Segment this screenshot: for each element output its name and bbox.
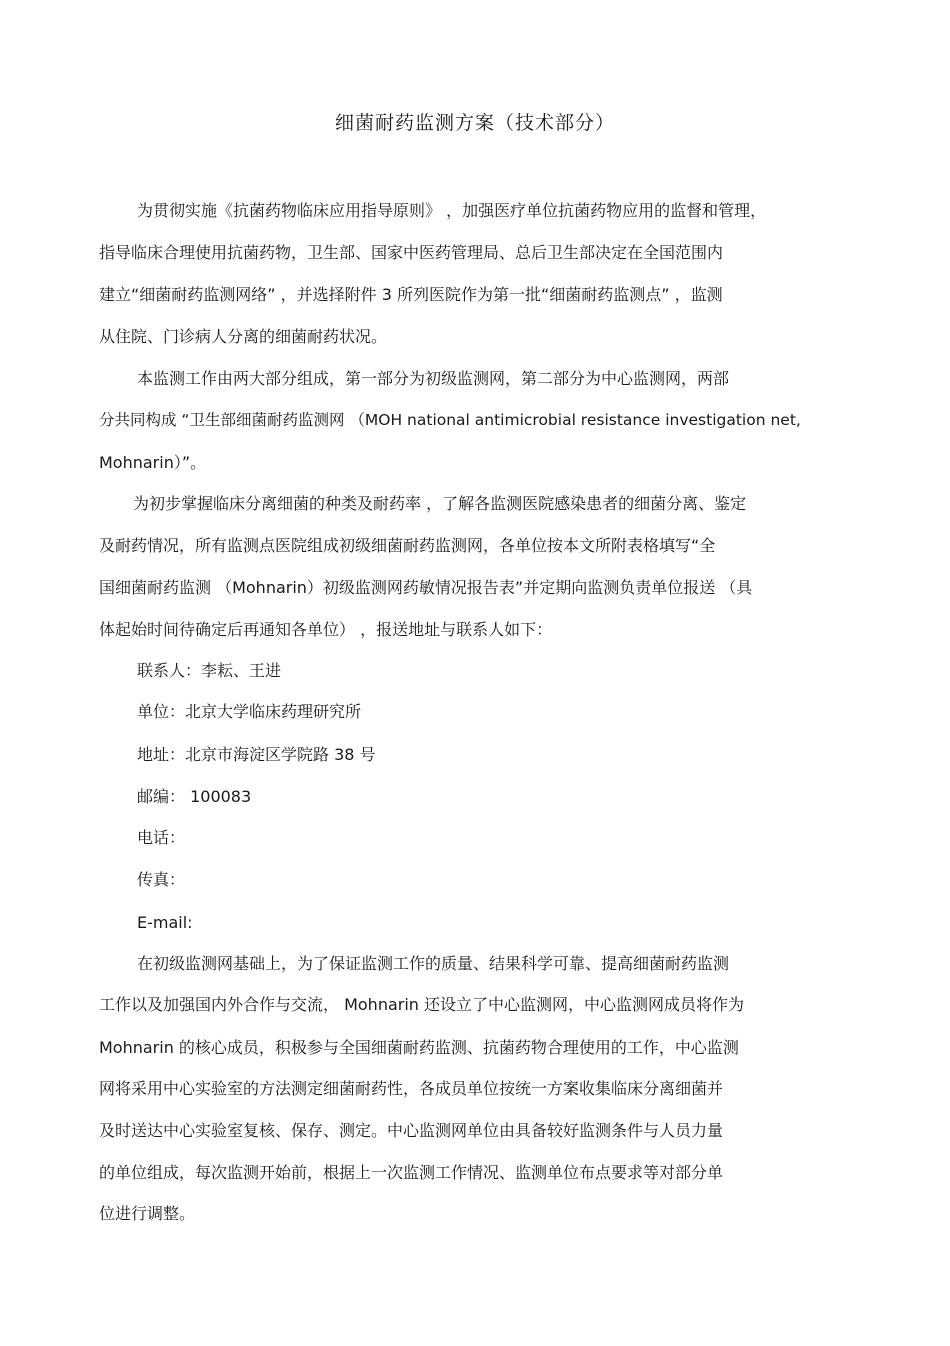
contact-fax: 传真： [137, 870, 186, 889]
contact-phone: 电话： [137, 828, 186, 847]
document-title: 细菌耐药监测方案（技术部分） [334, 112, 615, 134]
paragraph-line: 网将采用中心实验室的方法测定细菌耐药性，各成员单位按统一方案收集临床分离细菌并 [99, 1079, 724, 1098]
paragraph-line: 从住院、门诊病人分离的细菌耐药状况。 [99, 327, 388, 346]
paragraph-line: 为初步掌握临床分离细菌的种类及耐药率 ，了解各监测医院感染患者的细菌分离、鉴定 [133, 494, 747, 513]
paragraph-line: 本监测工作由两大部分组成，第一部分为初级监测网，第二部分为中心监测网，两部 [137, 369, 730, 388]
paragraph-line: 建立“细菌耐药监测网络” ，并选择附件 3 所列医院作为第一批“细菌耐药监测点” ，监测 [99, 285, 723, 304]
paragraph-line: 的单位组成，每次监测开始前，根据上一次监测工作情况、监测单位布点要求等对部分单 [99, 1163, 724, 1182]
paragraph-line: 位进行调整。 [99, 1204, 196, 1223]
paragraph-line: 在初级监测网基础上，为了保证监测工作的质量、结果科学可靠、提高细菌耐药监测 [137, 954, 730, 973]
paragraph-line: 为贯彻实施《抗菌药物临床应用指导原则》 ，加强医疗单位抗菌药物应用的监督和管理， [137, 201, 767, 220]
paragraph-line: 指导临床合理使用抗菌药物，卫生部、国家中医药管理局、总后卫生部决定在全国范围内 [99, 243, 724, 262]
contact-person: 联系人：李耘、王进 [137, 661, 282, 680]
paragraph-line: 及时送达中心实验室复核、保存、测定。中心监测网单位由具备较好监测条件与人员力量 [99, 1121, 724, 1140]
paragraph-line: Mohnarin 的核心成员，积极参与全国细菌耐药监测、抗菌药物合理使用的工作，中心监测 [99, 1038, 739, 1057]
paragraph-line: 国细菌耐药监测 （Mohnarin）初级监测网药敏情况报告表”并定期向监测负责单位报送 （具 [99, 578, 753, 597]
contact-address: 地址：北京市海淀区学院路 38 号 [137, 745, 376, 764]
contact-postcode: 邮编： 100083 [137, 787, 252, 806]
paragraph-line: 分共同构成 “卫生部细菌耐药监测网 （MOH national antimicrobial resistance investigation net, [99, 411, 801, 429]
paragraph-line: 工作以及加强国内外合作与交流， Mohnarin 还设立了中心监测网，中心监测网成员将作为 [99, 995, 745, 1014]
contact-unit: 单位：北京大学临床药理研究所 [137, 702, 362, 721]
paragraph-line: Mohnarin）”。 [99, 453, 207, 472]
paragraph-line: 体起始时间待确定后再通知各单位） ，报送地址与联系人如下： [99, 620, 553, 639]
contact-email: E-mail: [137, 913, 193, 932]
paragraph-line: 及耐药情况，所有监测点医院组成初级细菌耐药监测网，各单位按本文所附表格填写“全 [99, 536, 716, 555]
